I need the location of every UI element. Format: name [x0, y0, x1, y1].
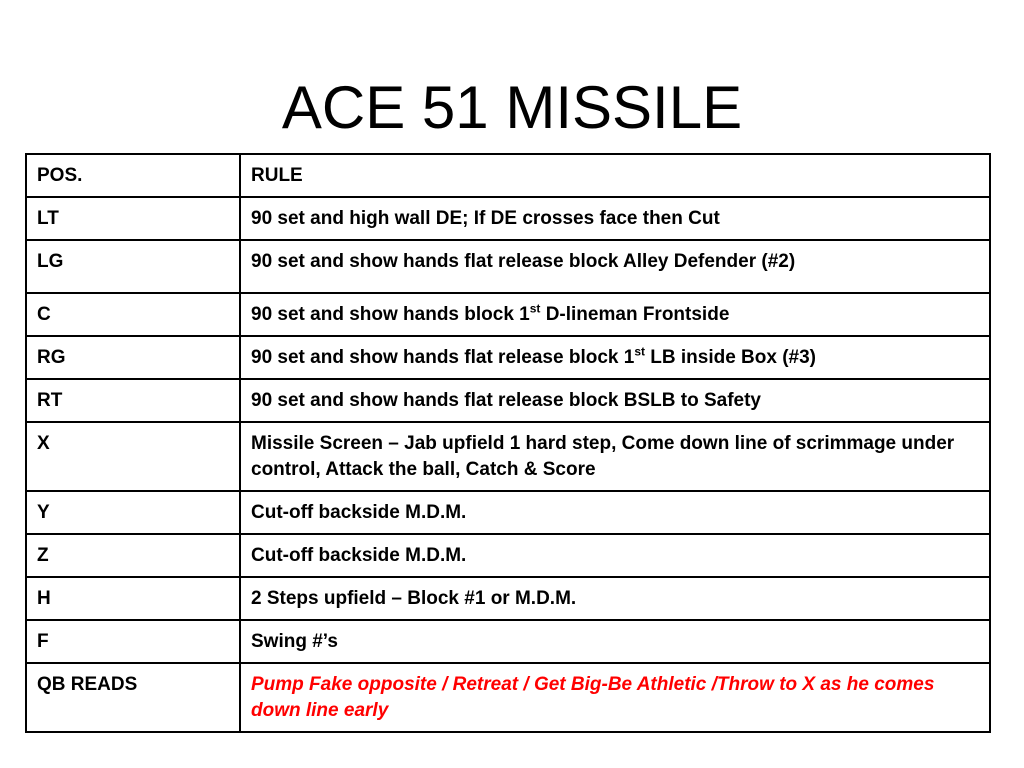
rule-superscript: st — [529, 301, 541, 316]
table-row — [26, 197, 990, 240]
row-rule: 90 set and high wall DE; If DE crosses face then Cut — [240, 197, 990, 240]
row-rule: Swing #’s — [240, 620, 990, 663]
rule-text-after: LB inside Box (#3) — [644, 347, 817, 368]
row-rule: Missile Screen – Jab upfield 1 hard step, Come down line of scrimmage under control, Attack the ball, Catch & Score — [240, 422, 990, 491]
row-pos: X — [26, 422, 240, 491]
table-row — [26, 491, 990, 534]
header-pos: POS. — [26, 154, 240, 197]
row-pos: LT — [26, 197, 240, 240]
table-row — [26, 293, 990, 336]
row-pos: RG — [26, 336, 240, 379]
page-title: ACE 51 MISSILE — [281, 74, 743, 141]
row-rule: Cut-off backside M.D.M. — [240, 491, 990, 534]
row-pos: F — [26, 620, 240, 663]
row-pos: C — [26, 293, 240, 336]
rule-text-before: 90 set and show hands flat release block 1 — [251, 347, 635, 368]
table-row — [26, 534, 990, 577]
table-row — [26, 577, 990, 620]
row-rule: 90 set and show hands flat release block Alley Defender (#2) — [240, 240, 990, 293]
rules-table — [25, 153, 991, 733]
rule-superscript: st — [634, 344, 645, 359]
qb-reads-text: Pump Fake opposite / Retreat / Get Big-Be Athletic /Throw to X as he comes down line early — [251, 674, 935, 721]
rule-text-before: 90 set and show hands block 1 — [251, 304, 530, 325]
row-rule — [240, 663, 990, 732]
table-row — [26, 422, 990, 491]
table-row — [26, 336, 990, 379]
table-row-qb-reads — [26, 663, 990, 732]
table-row — [26, 620, 990, 663]
row-pos: QB READS — [26, 663, 240, 732]
row-rule — [240, 336, 990, 379]
row-rule — [240, 293, 990, 336]
row-pos: LG — [26, 240, 240, 293]
row-pos: Z — [26, 534, 240, 577]
table-row — [26, 240, 990, 293]
row-pos: RT — [26, 379, 240, 422]
table-row — [26, 379, 990, 422]
rule-text-after: D-lineman Frontside — [540, 304, 730, 325]
row-rule: 90 set and show hands flat release block BSLB to Safety — [240, 379, 990, 422]
row-pos: H — [26, 577, 240, 620]
table-header-row — [26, 154, 990, 197]
header-rule: RULE — [240, 154, 990, 197]
row-rule: 2 Steps upfield – Block #1 or M.D.M. — [240, 577, 990, 620]
row-pos: Y — [26, 491, 240, 534]
row-rule: Cut-off backside M.D.M. — [240, 534, 990, 577]
